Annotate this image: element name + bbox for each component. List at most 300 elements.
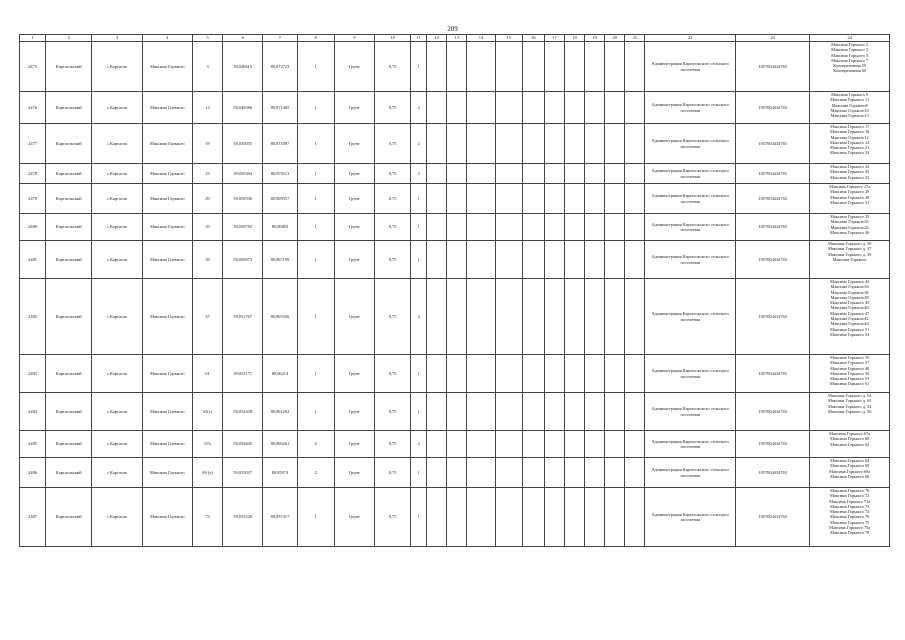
longitude-cell: 80,861262 [263, 393, 297, 431]
address-line: Максима Горького 45 [830, 300, 870, 306]
table-row [20, 393, 890, 431]
table-row [20, 92, 890, 124]
empty-cell [585, 124, 605, 164]
longitude-cell: 80,86803 [263, 214, 297, 241]
empty-cell [565, 393, 585, 431]
address-line: Максима Горького42 [830, 316, 869, 322]
house-cell: 67а [192, 431, 222, 458]
column-header: 24 [810, 35, 890, 42]
area-cell: 0,75 [374, 42, 410, 92]
empty-cell [565, 488, 585, 547]
street-cell: Максима Горького [142, 393, 192, 431]
empty-cell [544, 214, 564, 241]
organization-cell: Администрация Каргасокского сельского поселения [645, 124, 736, 164]
area-cell: 0,75 [374, 241, 410, 279]
address-line: Максима Горького 26 [830, 229, 870, 235]
empty-cell [585, 184, 605, 214]
ogrn-cell: 1057004434765 [735, 164, 809, 184]
empty-cell [565, 42, 585, 92]
registry-table [19, 34, 890, 547]
address-line: Максима Горького 50 [830, 370, 870, 376]
house-cell: 47 [192, 279, 222, 355]
longitude-cell: 80,867199 [263, 241, 297, 279]
empty-cell [495, 355, 522, 393]
address-line: Максима Горького 43 [830, 279, 870, 284]
empty-cell [427, 488, 447, 547]
surface-cell: Грунт [334, 458, 374, 488]
district-cell: Каргасокский [46, 355, 92, 393]
table-row [20, 279, 890, 355]
settlement-cell: с.Каргасок [92, 393, 142, 431]
empty-cell [495, 279, 522, 355]
organization-cell: Администрация Каргасокского сельского поселения [645, 92, 736, 124]
column-header: 8 [297, 35, 334, 42]
row-number: 2477 [20, 124, 46, 164]
page-number: 209 [447, 25, 458, 33]
empty-cell [625, 92, 645, 124]
settlement-cell: с.Каргасок [92, 488, 142, 547]
district-cell: Каргасокский [46, 241, 92, 279]
empty-cell [427, 164, 447, 184]
count-cell: 1 [297, 488, 334, 547]
column-header: 1 [20, 35, 46, 42]
addresses-cell [810, 279, 890, 355]
address-line: Максима Горького 17 [830, 124, 870, 129]
empty-cell [427, 184, 447, 214]
empty-cell [625, 124, 645, 164]
surface-cell: Грунт [334, 279, 374, 355]
empty-cell [427, 124, 447, 164]
latitude-cell: 59,050536 [223, 184, 263, 214]
settlement-cell: с.Каргасок [92, 279, 142, 355]
row-number: 2486 [20, 458, 46, 488]
address-line: Максима Горького 60 [830, 436, 870, 442]
address-line: Максима Горького25 [830, 224, 869, 230]
address-line: Максима Горького40 [830, 305, 869, 311]
count-cell: 1 [297, 164, 334, 184]
ogrn-cell: 1057004434765 [735, 458, 809, 488]
empty-cell [605, 431, 625, 458]
empty-cell [447, 42, 467, 92]
address-line: Максима Горького 55 [830, 355, 870, 360]
empty-cell [605, 124, 625, 164]
empty-cell [467, 214, 495, 241]
empty-cell [585, 92, 605, 124]
quantity-cell: 2 [411, 124, 427, 164]
empty-cell [427, 92, 447, 124]
empty-cell [522, 458, 544, 488]
empty-cell [605, 393, 625, 431]
address-line: Максима Горького 5 [831, 52, 869, 58]
empty-cell [522, 431, 544, 458]
table-row [20, 241, 890, 279]
latitude-cell: 59,052645 [223, 431, 263, 458]
count-cell: 1 [297, 92, 334, 124]
address-line: Максима Горького 24 [830, 164, 870, 169]
address-line: Максима Горького36 [830, 289, 869, 295]
street-cell: Максима Горького [142, 241, 192, 279]
empty-cell [447, 355, 467, 393]
address-line: Максима Горького13 [830, 113, 869, 119]
latitude-cell: 59,052171 [223, 355, 263, 393]
ogrn-cell: 1057004434765 [735, 214, 809, 241]
address-line: Максима Горького 64 [830, 458, 870, 463]
organization-cell: Администрация Каргасокского сельского поселения [645, 355, 736, 393]
street-cell: Максима Горького [142, 184, 192, 214]
row-number: 2481 [20, 241, 46, 279]
empty-cell [447, 164, 467, 184]
empty-cell [585, 355, 605, 393]
ogrn-cell: 1057004434765 [735, 279, 809, 355]
address-line: Максима Горького 18 [830, 129, 870, 135]
address-line: Максима Горького 53 [830, 376, 870, 382]
empty-cell [467, 393, 495, 431]
column-header: 15 [495, 35, 522, 42]
column-header: 11 [411, 35, 427, 42]
empty-cell [544, 164, 564, 184]
addresses-cell [810, 184, 890, 214]
empty-cell [467, 184, 495, 214]
street-cell: Максима Горького [142, 458, 192, 488]
address-line: Максима Горького 69а [829, 468, 871, 474]
empty-cell [565, 92, 585, 124]
empty-cell [544, 92, 564, 124]
district-cell: Каргасокский [46, 42, 92, 92]
address-line: Максима Горького 72 [830, 493, 870, 499]
district-cell: Каргасокский [46, 279, 92, 355]
count-cell: 1 [297, 42, 334, 92]
empty-cell [522, 42, 544, 92]
house-cell: 35 [192, 214, 222, 241]
row-number: 2475 [20, 42, 46, 92]
district-cell: Каргасокский [46, 92, 92, 124]
empty-cell [544, 124, 564, 164]
empty-cell [467, 431, 495, 458]
table-row [20, 458, 890, 488]
table-row [20, 42, 890, 92]
quantity-cell: 1 [411, 184, 427, 214]
address-line: Максима Горького 75 [830, 519, 870, 525]
quantity-cell: 1 [411, 214, 427, 241]
empty-cell [427, 241, 447, 279]
address-line: Кооперативная 59 [833, 63, 867, 69]
street-cell: Максима Горького [142, 164, 192, 184]
district-cell: Каргасокский [46, 184, 92, 214]
district-cell: Каргасокский [46, 393, 92, 431]
empty-cell [565, 458, 585, 488]
address-line: Максима Горького34 [830, 284, 869, 290]
empty-cell [565, 241, 585, 279]
column-header: 9 [334, 35, 374, 42]
address-line: Максима Горького 3 [831, 47, 869, 53]
empty-cell [447, 241, 467, 279]
address-line: Максима Горького 76 [830, 514, 870, 520]
empty-cell [427, 458, 447, 488]
empty-cell [522, 488, 544, 547]
empty-cell [605, 355, 625, 393]
surface-cell: Грунт [334, 42, 374, 92]
empty-cell [495, 164, 522, 184]
empty-cell [625, 214, 645, 241]
house-cell: 13 [192, 92, 222, 124]
empty-cell [522, 393, 544, 431]
empty-cell [427, 42, 447, 92]
ogrn-cell: 1057004434765 [735, 42, 809, 92]
count-cell: 1 [297, 241, 334, 279]
row-number: 2484 [20, 393, 46, 431]
empty-cell [605, 42, 625, 92]
house-cell: 25 [192, 164, 222, 184]
latitude-cell: 59,050304 [223, 164, 263, 184]
empty-cell [585, 431, 605, 458]
address-line: Максима Горького 69 [830, 463, 870, 469]
addresses-cell [810, 124, 890, 164]
addresses-cell [810, 488, 890, 547]
count-cell: 1 [297, 393, 334, 431]
address-line: Максима Горького д. 63 [827, 393, 872, 398]
empty-cell [625, 355, 645, 393]
empty-cell [467, 458, 495, 488]
column-header: 14 [467, 35, 495, 42]
settlement-cell: с.Каргасок [92, 184, 142, 214]
empty-cell [495, 458, 522, 488]
address-line: Максима Горького 48 [830, 365, 870, 371]
settlement-cell: с.Каргасок [92, 164, 142, 184]
table-row [20, 355, 890, 393]
column-header: 6 [223, 35, 263, 42]
address-line: Максима Горького 25 [830, 169, 870, 175]
address-line: Максима Горького 9 [831, 92, 869, 97]
empty-cell [522, 241, 544, 279]
empty-cell [522, 124, 544, 164]
organization-cell: Администрация Каргасокского сельского поселения [645, 214, 736, 241]
address-line: Максима Горького8 [831, 102, 868, 108]
address-line: Максима Горького 75а [829, 525, 871, 531]
empty-cell [495, 431, 522, 458]
quantity-cell: 2 [411, 92, 427, 124]
ogrn-cell: 1057004434765 [735, 431, 809, 458]
latitude-cell: 59,050055 [223, 124, 263, 164]
empty-cell [585, 164, 605, 184]
empty-cell [625, 458, 645, 488]
address-line: Максима Горького 2 [831, 42, 869, 47]
addresses-cell [810, 355, 890, 393]
column-header: 16 [522, 35, 544, 42]
longitude-cell: 80,865336 [263, 279, 297, 355]
column-header: 19 [585, 35, 605, 42]
addresses-cell [810, 458, 890, 488]
house-cell: 65(г) [192, 393, 222, 431]
address-line: Максима Горького 21 [830, 145, 870, 151]
empty-cell [495, 241, 522, 279]
empty-cell [544, 241, 564, 279]
organization-cell: Администрация Каргасокского сельского поселения [645, 184, 736, 214]
empty-cell [447, 431, 467, 458]
address-line: Максима Горького д. 56 [827, 408, 872, 414]
column-header: 18 [565, 35, 585, 42]
house-cell: 29 [192, 184, 222, 214]
count-cell: 1 [297, 279, 334, 355]
latitude-cell: 59,050973 [223, 241, 263, 279]
table-row [20, 184, 890, 214]
empty-cell [605, 92, 625, 124]
empty-cell [467, 355, 495, 393]
street-cell: Максима Горького [142, 92, 192, 124]
organization-cell: Администрация Каргасокского сельского поселения [645, 431, 736, 458]
empty-cell [625, 42, 645, 92]
empty-cell [625, 431, 645, 458]
empty-cell [625, 279, 645, 355]
column-header: 23 [735, 35, 809, 42]
empty-cell [522, 164, 544, 184]
column-header: 21 [625, 35, 645, 42]
street-cell: Максима Горького [142, 488, 192, 547]
surface-cell: Грунт [334, 124, 374, 164]
empty-cell [625, 488, 645, 547]
row-number: 2485 [20, 431, 46, 458]
empty-cell [605, 241, 625, 279]
address-line: Максима Горького12 [830, 134, 869, 140]
longitude-cell: 80,86214 [263, 355, 297, 393]
district-cell: Каргасокский [46, 124, 92, 164]
street-cell: Максима Горького [142, 355, 192, 393]
empty-cell [495, 124, 522, 164]
empty-cell [427, 431, 447, 458]
address-line: Максима Горького 67а [829, 431, 871, 436]
area-cell: 0,75 [374, 184, 410, 214]
surface-cell: Грунт [334, 393, 374, 431]
empty-cell [565, 184, 585, 214]
settlement-cell: с.Каргасок [92, 92, 142, 124]
addresses-cell [810, 431, 890, 458]
empty-cell [447, 279, 467, 355]
organization-cell: Администрация Каргасокского сельского поселения [645, 164, 736, 184]
empty-cell [544, 42, 564, 92]
settlement-cell: с.Каргасок [92, 241, 142, 279]
latitude-cell: 59,049615 [223, 42, 263, 92]
addresses-cell [810, 214, 890, 241]
address-line: Максима Горького 28 [830, 194, 870, 200]
quantity-cell: 1 [411, 393, 427, 431]
address-line: Максима Горького д. 65 [827, 398, 872, 404]
address-line: Максима Горького д. 37 [827, 246, 872, 252]
street-cell: Максима Горького [142, 431, 192, 458]
empty-cell [585, 241, 605, 279]
ogrn-cell: 1057004434765 [735, 241, 809, 279]
empty-cell [522, 184, 544, 214]
addresses-cell [810, 164, 890, 184]
longitude-cell: 80,869357 [263, 184, 297, 214]
empty-cell [467, 164, 495, 184]
empty-cell [467, 42, 495, 92]
empty-cell [544, 431, 564, 458]
address-line: Максима Горького38 [830, 294, 869, 300]
empty-cell [467, 124, 495, 164]
address-line: Максима Горького 23 [830, 174, 870, 180]
organization-cell: Администрация Каргасокского сельского поселения [645, 488, 736, 547]
empty-cell [467, 241, 495, 279]
organization-cell: Администрация Каргасокского сельского поселения [645, 42, 736, 92]
empty-cell [565, 214, 585, 241]
quantity-cell: 2 [411, 279, 427, 355]
addresses-cell [810, 42, 890, 92]
row-number: 2487 [20, 488, 46, 547]
address-line: Максима Горького44 [830, 321, 869, 327]
column-header: 5 [192, 35, 222, 42]
empty-cell [625, 241, 645, 279]
column-header: 4 [142, 35, 192, 42]
settlement-cell: с.Каргасок [92, 355, 142, 393]
address-line: Максима Горького 14 [830, 139, 870, 145]
empty-cell [447, 184, 467, 214]
surface-cell: Грунт [334, 214, 374, 241]
latitude-cell: 59,051767 [223, 279, 263, 355]
district-cell: Каргасокский [46, 214, 92, 241]
longitude-cell: 80,871405 [263, 92, 297, 124]
surface-cell: Грунт [334, 355, 374, 393]
quantity-cell: 1 [411, 488, 427, 547]
empty-cell [544, 184, 564, 214]
area-cell: 0,75 [374, 355, 410, 393]
area-cell: 0,75 [374, 279, 410, 355]
empty-cell [544, 488, 564, 547]
empty-cell [565, 279, 585, 355]
empty-cell [467, 279, 495, 355]
organization-cell: Администрация Каргасокского сельского поселения [645, 393, 736, 431]
row-number: 2478 [20, 164, 46, 184]
empty-cell [427, 355, 447, 393]
latitude-cell: 59,049586 [223, 92, 263, 124]
settlement-cell: с.Каргасок [92, 431, 142, 458]
address-line: Максима Горького10 [830, 107, 869, 113]
quantity-cell: 2 [411, 431, 427, 458]
area-cell: 0,75 [374, 431, 410, 458]
address-line: Максима Горького д. 54 [827, 403, 872, 409]
area-cell: 0,75 [374, 458, 410, 488]
empty-cell [495, 42, 522, 92]
ogrn-cell: 1057004434765 [735, 124, 809, 164]
ogrn-cell: 1057004434765 [735, 184, 809, 214]
address-line: Максима Горького 35 [830, 214, 870, 219]
settlement-cell: с.Каргасок [92, 214, 142, 241]
empty-cell [495, 92, 522, 124]
column-header: 10 [374, 35, 410, 42]
ogrn-cell: 1057004434765 [735, 488, 809, 547]
empty-cell [427, 214, 447, 241]
empty-cell [544, 458, 564, 488]
empty-cell [427, 393, 447, 431]
empty-cell [467, 92, 495, 124]
street-cell: Максима Горького [142, 214, 192, 241]
column-header: 13 [447, 35, 467, 42]
area-cell: 0,75 [374, 164, 410, 184]
address-line: Максима Горького 66 [830, 473, 870, 479]
surface-cell: Грунт [334, 241, 374, 279]
house-cell: 39 [192, 241, 222, 279]
address-line: Максима Горького 73 [830, 503, 870, 509]
address-line: Максима Горького 52 [830, 331, 870, 337]
house-cell: 69 (у) [192, 458, 222, 488]
count-cell: 1 [297, 184, 334, 214]
empty-cell [585, 42, 605, 92]
empty-cell [585, 279, 605, 355]
empty-cell [605, 214, 625, 241]
empty-cell [495, 488, 522, 547]
quantity-cell: 1 [411, 458, 427, 488]
address-line: Максима Горького 70 [830, 488, 870, 493]
latitude-cell: 59,053037 [223, 458, 263, 488]
latitude-cell: 59,053526 [223, 488, 263, 547]
